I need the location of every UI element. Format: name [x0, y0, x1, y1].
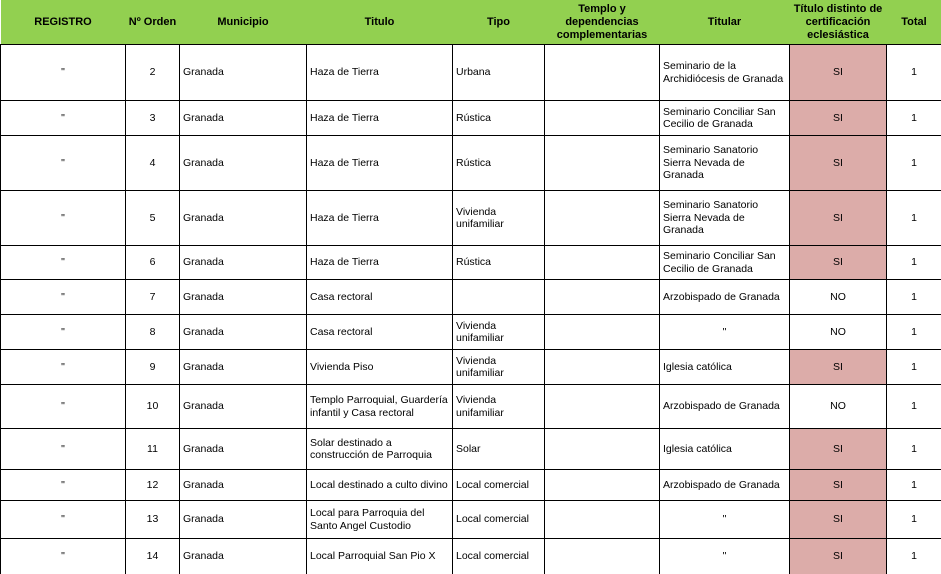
cell-templo — [545, 101, 660, 136]
cell-cert: SI — [790, 246, 887, 280]
cell-cert: SI — [790, 501, 887, 539]
cell-total: 1 — [887, 280, 941, 315]
table-row — [1, 45, 941, 101]
column-header-titulo: Titulo — [307, 0, 453, 45]
table-row — [1, 315, 941, 350]
cell-templo — [545, 315, 660, 350]
cell-tipo: Rústica — [453, 101, 545, 136]
cell-orden: 10 — [126, 385, 180, 429]
cell-tipo — [453, 280, 545, 315]
table-row — [1, 246, 941, 280]
cell-registro: " — [1, 191, 126, 246]
column-header-registro: REGISTRO — [1, 0, 126, 45]
cell-templo — [545, 501, 660, 539]
cell-total: 1 — [887, 501, 941, 539]
cell-tipo: Rústica — [453, 246, 545, 280]
cell-titulo: Haza de Tierra — [307, 45, 453, 101]
cell-templo — [545, 136, 660, 191]
cell-titulo: Local para Parroquia del Santo Angel Custodio — [307, 501, 453, 539]
cell-templo — [545, 470, 660, 501]
cell-total: 1 — [887, 385, 941, 429]
column-header-tipo: Tipo — [453, 0, 545, 45]
cell-registro: " — [1, 136, 126, 191]
cell-orden: 5 — [126, 191, 180, 246]
cell-cert: SI — [790, 350, 887, 385]
table-row — [1, 280, 941, 315]
cell-orden: 14 — [126, 539, 180, 574]
cell-municipio: Granada — [180, 429, 307, 470]
cell-total: 1 — [887, 136, 941, 191]
cell-titular: " — [660, 501, 790, 539]
cell-templo — [545, 539, 660, 574]
cell-municipio: Granada — [180, 470, 307, 501]
cell-registro: " — [1, 429, 126, 470]
cell-templo — [545, 246, 660, 280]
column-header-titular: Titular — [660, 0, 790, 45]
table-header — [1, 0, 941, 45]
cell-registro: " — [1, 470, 126, 501]
cell-municipio: Granada — [180, 191, 307, 246]
cell-orden: 7 — [126, 280, 180, 315]
column-header-templo: Templo y dependencias complementarias — [545, 0, 660, 45]
column-header-total: Total — [887, 0, 941, 45]
cell-templo — [545, 280, 660, 315]
cell-titular: Arzobispado de Granada — [660, 470, 790, 501]
cell-orden: 12 — [126, 470, 180, 501]
cell-registro: " — [1, 101, 126, 136]
cell-orden: 6 — [126, 246, 180, 280]
cell-orden: 2 — [126, 45, 180, 101]
table-row — [1, 136, 941, 191]
cell-titulo: Haza de Tierra — [307, 101, 453, 136]
cell-tipo: Solar — [453, 429, 545, 470]
cell-total: 1 — [887, 191, 941, 246]
cell-titulo: Haza de Tierra — [307, 246, 453, 280]
cell-tipo: Vivienda unifamiliar — [453, 350, 545, 385]
table-row — [1, 350, 941, 385]
cell-municipio: Granada — [180, 539, 307, 574]
table-row — [1, 429, 941, 470]
cell-registro: " — [1, 350, 126, 385]
cell-titular: Arzobispado de Granada — [660, 280, 790, 315]
cell-cert: SI — [790, 191, 887, 246]
cell-templo — [545, 350, 660, 385]
cell-cert: NO — [790, 315, 887, 350]
cell-titulo: Haza de Tierra — [307, 191, 453, 246]
table-row — [1, 191, 941, 246]
cell-titular: Seminario Sanatorio Sierra Nevada de Granada — [660, 191, 790, 246]
cell-cert: SI — [790, 101, 887, 136]
cell-templo — [545, 45, 660, 101]
cell-total: 1 — [887, 45, 941, 101]
cell-titular: " — [660, 539, 790, 574]
cell-registro: " — [1, 315, 126, 350]
cell-tipo: Local comercial — [453, 470, 545, 501]
cell-orden: 4 — [126, 136, 180, 191]
cell-titular: Seminario Conciliar San Cecilio de Granada — [660, 101, 790, 136]
cell-titulo: Local Parroquial San Pio X — [307, 539, 453, 574]
cell-municipio: Granada — [180, 350, 307, 385]
cell-registro: " — [1, 385, 126, 429]
cell-tipo: Rústica — [453, 136, 545, 191]
cell-total: 1 — [887, 315, 941, 350]
cell-cert: NO — [790, 280, 887, 315]
cell-templo — [545, 191, 660, 246]
cell-orden: 9 — [126, 350, 180, 385]
cell-tipo: Urbana — [453, 45, 545, 101]
table-row — [1, 385, 941, 429]
table-row — [1, 539, 941, 574]
cell-total: 1 — [887, 429, 941, 470]
cell-municipio: Granada — [180, 280, 307, 315]
cell-orden: 13 — [126, 501, 180, 539]
cell-cert: SI — [790, 429, 887, 470]
cell-orden: 8 — [126, 315, 180, 350]
cell-tipo: Vivienda unifamiliar — [453, 315, 545, 350]
cell-titular: Seminario Sanatorio Sierra Nevada de Granada — [660, 136, 790, 191]
cell-cert: SI — [790, 470, 887, 501]
cell-municipio: Granada — [180, 45, 307, 101]
cell-registro: " — [1, 501, 126, 539]
column-header-cert: Título distinto de certificación eclesiástica — [790, 0, 887, 45]
cell-orden: 3 — [126, 101, 180, 136]
cell-cert: SI — [790, 45, 887, 101]
cell-titulo: Casa rectoral — [307, 280, 453, 315]
cell-cert: SI — [790, 136, 887, 191]
header-row — [1, 0, 941, 45]
cell-total: 1 — [887, 470, 941, 501]
cell-total: 1 — [887, 101, 941, 136]
cell-municipio: Granada — [180, 246, 307, 280]
cell-templo — [545, 385, 660, 429]
cell-orden: 11 — [126, 429, 180, 470]
cell-titulo: Local destinado a culto divino — [307, 470, 453, 501]
cell-titular: Iglesia católica — [660, 429, 790, 470]
cell-registro: " — [1, 539, 126, 574]
cell-registro: " — [1, 246, 126, 280]
cell-registro: " — [1, 45, 126, 101]
cell-titular: " — [660, 315, 790, 350]
table-row — [1, 501, 941, 539]
cell-municipio: Granada — [180, 315, 307, 350]
cell-titulo: Haza de Tierra — [307, 136, 453, 191]
cell-municipio: Granada — [180, 501, 307, 539]
cell-municipio: Granada — [180, 101, 307, 136]
cell-titular: Seminario de la Archidiócesis de Granada — [660, 45, 790, 101]
table-row — [1, 470, 941, 501]
column-header-orden: Nº Orden — [126, 0, 180, 45]
cell-tipo: Vivienda unifamiliar — [453, 191, 545, 246]
column-header-municipio: Municipio — [180, 0, 307, 45]
cell-titular: Arzobispado de Granada — [660, 385, 790, 429]
table-row — [1, 101, 941, 136]
cell-cert: SI — [790, 539, 887, 574]
cell-municipio: Granada — [180, 136, 307, 191]
table-body — [1, 45, 941, 574]
cell-cert: NO — [790, 385, 887, 429]
cell-templo — [545, 429, 660, 470]
cell-tipo: Vivienda unifamiliar — [453, 385, 545, 429]
cell-total: 1 — [887, 350, 941, 385]
cell-total: 1 — [887, 246, 941, 280]
cell-titulo: Casa rectoral — [307, 315, 453, 350]
cell-tipo: Local comercial — [453, 501, 545, 539]
cell-titulo: Templo Parroquial, Guardería infantil y Casa rectoral — [307, 385, 453, 429]
cell-total: 1 — [887, 539, 941, 574]
cell-municipio: Granada — [180, 385, 307, 429]
cell-titulo: Solar destinado a construcción de Parroquia — [307, 429, 453, 470]
cell-registro: " — [1, 280, 126, 315]
cell-titular: Seminario Conciliar San Cecilio de Granada — [660, 246, 790, 280]
cell-titular: Iglesia católica — [660, 350, 790, 385]
cell-tipo: Local comercial — [453, 539, 545, 574]
cell-titulo: Vivienda Piso — [307, 350, 453, 385]
